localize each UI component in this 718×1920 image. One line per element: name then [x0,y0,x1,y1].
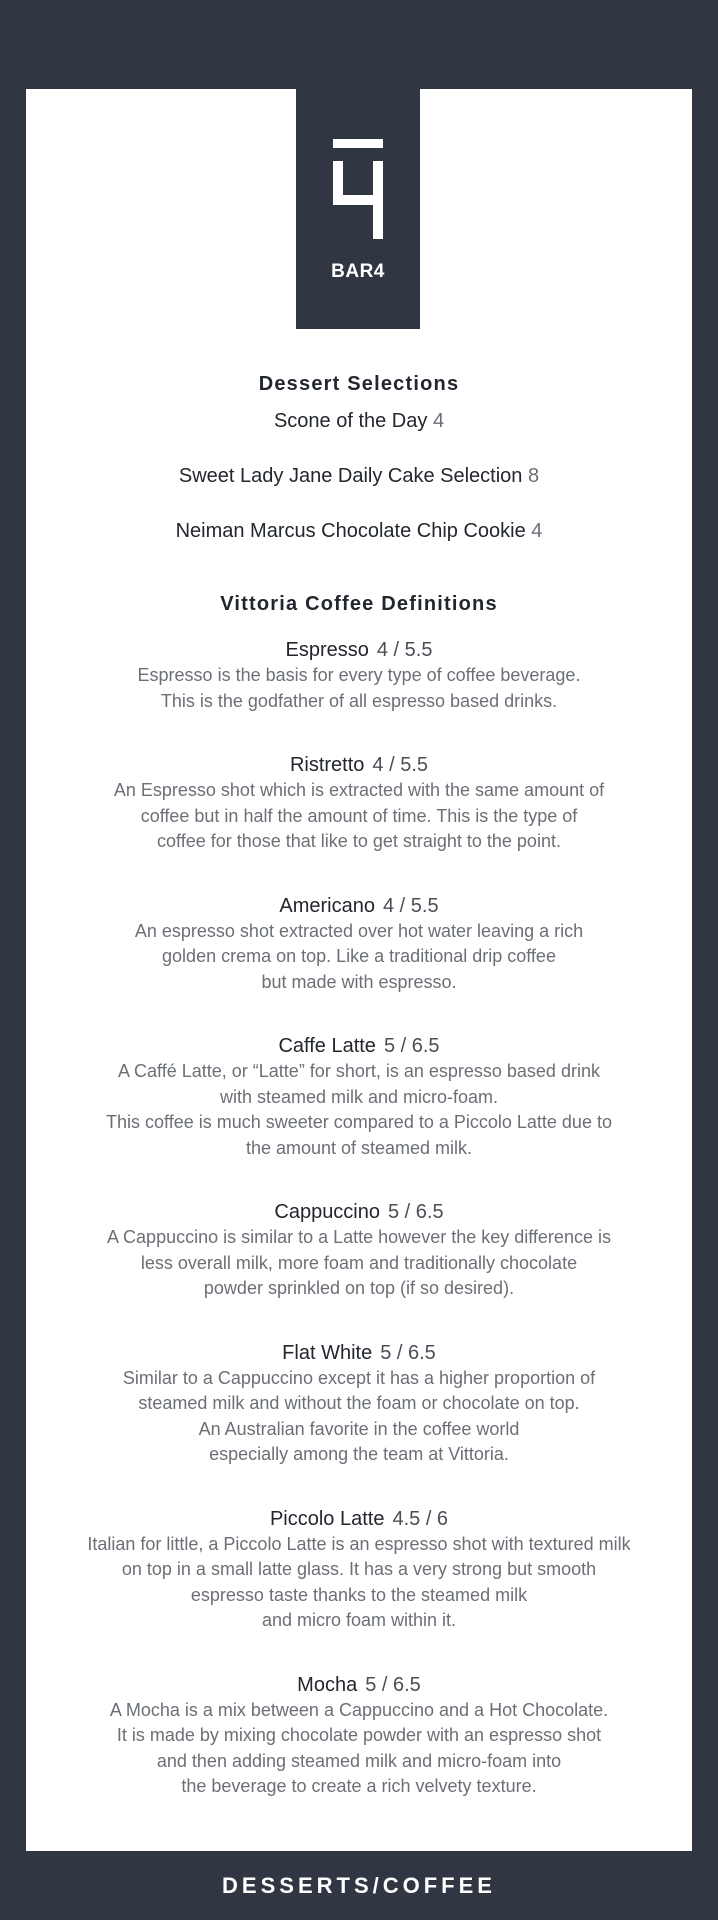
dessert-name: Scone of the Day [273,410,428,432]
logo-text: BAR4 [331,261,385,282]
coffee-name: Mocha [297,1673,358,1696]
coffee-name: Americano [279,894,375,917]
dessert-name: Neiman Marcus Chocolate Chip Cookie [175,520,526,542]
coffee-item-header [26,752,692,778]
coffee-name: Caffe Latte [278,1035,376,1057]
coffee-name: Cappuccino [274,1201,380,1223]
dessert-list [26,407,692,545]
coffee-item-header [26,1199,692,1225]
coffee-section-title: Vittoria Coffee Definitions [220,593,498,615]
logo-block [296,89,420,329]
dessert-section-title: Dessert Selections [258,373,460,395]
coffee-price: 5 / 6.5 [383,1035,440,1057]
coffee-name: Ristretto [289,754,365,776]
coffee-item [26,893,692,996]
dessert-item [26,407,692,435]
coffee-price: 4 / 5.5 [372,754,429,776]
coffee-price: 4.5 / 6 [392,1507,449,1530]
bar4-logo-icon [333,139,383,239]
coffee-item [26,637,692,714]
coffee-price: 4 / 5.5 [376,639,433,661]
coffee-item-header [26,1340,692,1366]
dessert-price: 8 [527,465,540,487]
menu-content [26,371,692,1838]
coffee-item-header [26,1672,692,1698]
coffee-item [26,1672,692,1800]
coffee-description: Italian for little, a Piccolo Latte is an espresso shot with textured milk on top in a small latte glass. It has a very strong but smooth espresso taste thanks to the steamed milk and micro foam within it. [87,1533,631,1630]
coffee-item-header [26,637,692,663]
coffee-list [26,637,692,1800]
coffee-price: 4 / 5.5 [383,894,439,917]
footer-label: DESSERTS/COFFEE [222,1873,496,1898]
coffee-description: Espresso is the basis for every type of coffee beverage. This is the godfather of all espresso based drinks. [137,665,581,711]
coffee-item [26,1033,692,1161]
coffee-item [26,1506,692,1634]
coffee-description: A Caffé Latte, or “Latte” for short, is an espresso based drink with steamed milk and micro-foam. This coffee is much sweeter compared to a Piccolo Latte due to the amount of steamed milk. [106,1061,612,1158]
dessert-name: Sweet Lady Jane Daily Cake Selection [178,465,523,487]
coffee-item-header [26,1033,692,1059]
coffee-description: Similar to a Cappuccino except it has a higher proportion of steamed milk and without the foam or chocolate on top. An Australian favorite in the coffee world especially among the team at Vittoria. [122,1367,596,1464]
coffee-price: 5 / 6.5 [388,1201,444,1223]
coffee-name: Piccolo Latte [269,1507,385,1530]
coffee-item-header [26,893,692,919]
coffee-name: Flat White [282,1341,373,1364]
coffee-description: An espresso shot extracted over hot water leaving a rich golden crema on top. Like a traditional drip coffee but made with espresso. [134,920,584,992]
coffee-name: Espresso [285,639,369,661]
coffee-description: A Mocha is a mix between a Cappuccino and a Hot Chocolate. It is made by mixing chocolate powder with an espresso shot and then adding steamed milk and micro-foam into the beverage to create a rich velvety texture. [109,1699,609,1796]
coffee-item-header [26,1506,692,1532]
coffee-item [26,1340,692,1468]
coffee-description: A Cappuccino is similar to a Latte however the key difference is less overall milk, more foam and traditionally chocolate powder sprinkled on top (if so desired). [107,1227,611,1298]
dessert-price: 4 [432,410,445,432]
dessert-item [26,462,692,490]
coffee-price: 5 / 6.5 [380,1341,436,1364]
coffee-item [26,1199,692,1302]
coffee-item [26,752,692,855]
coffee-price: 5 / 6.5 [365,1673,421,1696]
menu-card [26,89,692,1851]
dessert-price: 4 [531,520,543,542]
dessert-item [26,517,692,545]
coffee-description: An Espresso shot which is extracted with the same amount of coffee but in half the amount of time. This is the type of coffee for those that like to get straight to the point. [113,780,605,851]
